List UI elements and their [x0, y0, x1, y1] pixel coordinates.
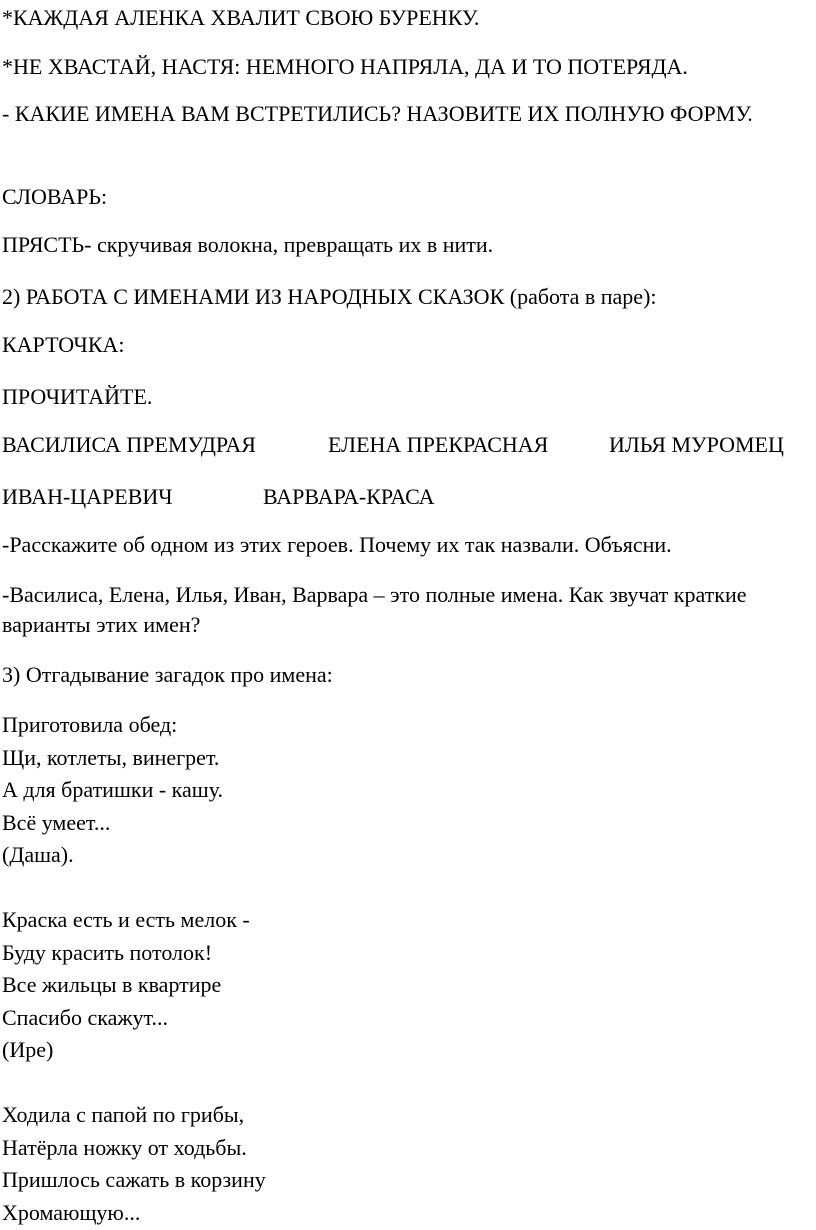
dictionary-heading: СЛОВАРЬ:	[2, 184, 108, 209]
riddle-line: Приготовила обед:	[2, 712, 178, 737]
riddle-line: Всё умеет...	[2, 809, 111, 835]
riddle-line: Спасибо скажут...	[2, 1004, 168, 1030]
task2-heading: 2) РАБОТА С ИМЕНАМИ ИЗ НАРОДНЫХ СКАЗОК (работа в паре):	[2, 284, 657, 309]
riddle-line: Щи, котлеты, винегрет.	[2, 744, 220, 770]
question-names: - КАКИЕ ИМЕНА ВАМ ВСТРЕТИЛИСЬ? НАЗОВИТЕ ИХ ПОЛНУЮ ФОРМУ.	[2, 101, 753, 126]
riddle-line: Пришлось сажать в корзину	[2, 1167, 266, 1193]
question-short-names: -Василиса, Елена, Илья, Иван, Варвара – это полные имена. Как звучат краткие варианты этих имен?	[2, 582, 747, 637]
riddle-2	[2, 904, 250, 1067]
task3-heading: 3) Отгадывание загадок про имена:	[2, 662, 333, 687]
riddle-line: Буду красить потолок!	[2, 939, 213, 965]
name-ilya: ИЛЬЯ МУРОМЕЦ	[609, 432, 784, 457]
question-heroes: -Расскажите об одном из этих героев. Почему их так назвали. Объясни.	[2, 532, 672, 557]
read-instruction: ПРОЧИТАЙТЕ.	[2, 384, 153, 409]
riddle-3	[2, 1099, 266, 1229]
name-varvara: ВАРВАРА-КРАСА	[263, 484, 435, 509]
riddle-answer: (Ире)	[2, 1037, 54, 1063]
riddle-line: А для братишки - кашу.	[2, 777, 224, 803]
riddle-line: Хромающую...	[2, 1199, 141, 1225]
name-vasilisa: ВАСИЛИСА ПРЕМУДРАЯ	[2, 432, 256, 457]
proverb-2: *НЕ ХВАСТАЙ, НАСТЯ: НЕМНОГО НАПРЯЛА, ДА И ТО ПОТЕРЯДА.	[2, 54, 688, 79]
riddle-1	[2, 709, 223, 872]
name-ivan: ИВАН-ЦАРЕВИЧ	[2, 484, 173, 509]
riddle-line: Краска есть и есть мелок -	[2, 907, 250, 932]
riddle-answer: (Даша).	[2, 842, 74, 868]
card-heading: КАРТОЧКА:	[2, 332, 125, 357]
riddle-line: Все жильцы в квартире	[2, 972, 222, 998]
riddle-line: Ходила с папой по грибы,	[2, 1102, 245, 1127]
proverb-1: *КАЖДАЯ АЛЕНКА ХВАЛИТ СВОЮ БУРЕНКУ.	[2, 5, 480, 30]
name-elena: ЕЛЕНА ПРЕКРАСНАЯ	[328, 432, 549, 457]
dictionary-entry: ПРЯСТЬ- скручивая волокна, превращать их в нити.	[2, 232, 494, 257]
riddle-line: Натёрла ножку от ходьбы.	[2, 1134, 247, 1160]
